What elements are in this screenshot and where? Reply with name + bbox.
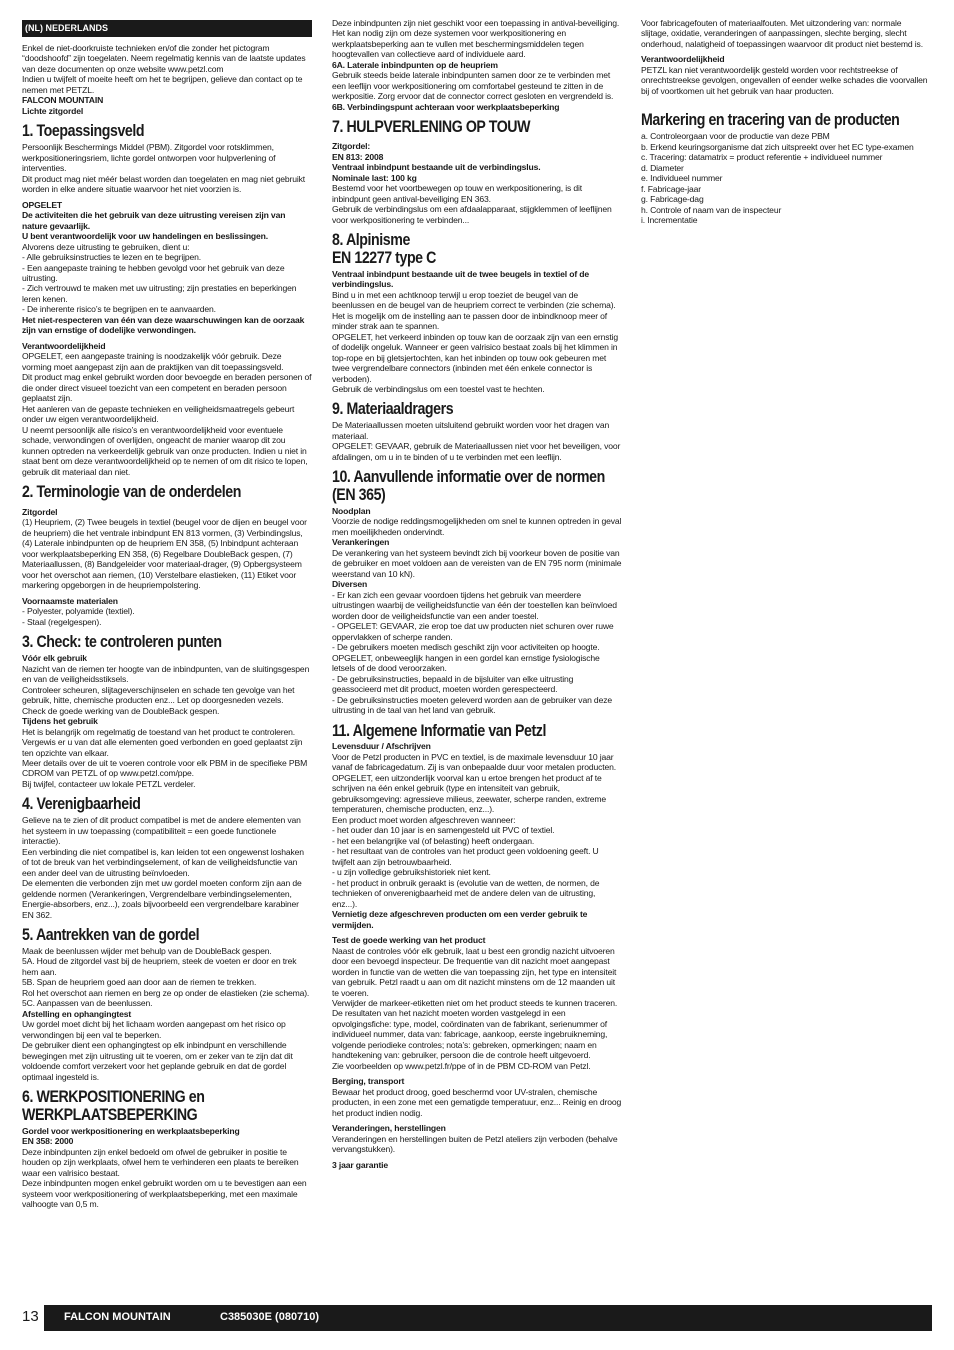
- subheading: Gordel voor werkpositionering en werkplaatsbeperking: [22, 1125, 240, 1136]
- list-item: g. Fabricage-dag: [641, 194, 704, 205]
- warning-text: Het niet-respecteren van één van deze waarschuwingen kan de oorzaak zijn van ernstige of dodelijke verwondingen.: [22, 314, 305, 336]
- paragraph: Maak de beenlussen wijder met behulp van de DoubleBack gespen.: [22, 945, 272, 956]
- subheading: 6B. Verbindingspunt achteraan voor werkplaatsbeperking: [332, 101, 560, 112]
- section-title: 4. Verenigbaarheid: [22, 795, 141, 814]
- paragraph: Zie voorbeelden op www.petzl.fr/ppe of in de PBM CD-ROM van Petzl.: [332, 1060, 591, 1071]
- paragraph: Deze inbindpunten mogen enkel gebruikt worden om u te bevestigen aan een systeem voor werkpositionering of werkplaatsbeperking, met een maximale valhoogte van 0,5 m.: [22, 1178, 307, 1210]
- paragraph: Gebruik steeds beide laterale inbindpunten samen door ze te verbinden met een leeflijn voor werkpositionering om comfortabel gesteund te zitten in de werkpositie. Zorg ervoor dat de connector correct gesloten en vergrendeld is.: [332, 70, 614, 102]
- product-name: FALCON MOUNTAIN: [22, 95, 104, 106]
- subheading: Afstelling en ophangingtest: [22, 1008, 132, 1019]
- paragraph: Rol het overschot aan riemen en berg ze op onder de elastieken (zie schema).: [22, 987, 310, 998]
- list-item: a. Controleorgaan voor de productie van deze PBM: [641, 131, 830, 142]
- warning-text: De activiteiten die het gebruik van deze uitrusting vereisen zijn van nature gevaarlijk.: [22, 210, 286, 231]
- paragraph: OPGELET, een aangepaste training is noodzakelijk vóór gebruik. Deze vorming moet aangepast zijn aan de praktijken van dit toepassingsveld.: [22, 351, 284, 372]
- paragraph: Voor fabricagefouten of materiaalfouten. Met uitzondering van: normale slijtage, oxidatie, veranderingen of aanpassingen, slechte berging, slecht onderhoud, nalatigheid of toepassingen waarvoor dit product niet bestemd is.: [641, 18, 923, 49]
- paragraph: Voorzie de nodige reddingsmogelijkheden om snel te kunnen optreden in geval men moeilijkheden ondervindt.: [332, 516, 622, 537]
- list-item: - De gebruiksinstructies moeten geleverd worden aan de gebruiker van deze uitrusting in de taal van het land van gebruik.: [332, 694, 612, 716]
- section-title: 11. Algemene Informatie van Petzl: [332, 721, 546, 740]
- section-title: 5. Aantrekken van de gordel: [22, 926, 200, 945]
- subheading: Verantwoordelijkheid: [641, 54, 725, 65]
- list-item: e. Individueel nummer: [641, 173, 723, 184]
- list-item: - het resultaat van de controles van het product geen voldoening geeft. U twijfelt aan zijn betrouwbaarheid.: [332, 846, 599, 867]
- section-title: [332, 469, 624, 505]
- paragraph: Check de goede werking van de DoubleBack gespen.: [22, 705, 220, 716]
- list-item: - Een aangepaste training te hebben gevolgd voor het gebruik van deze uitrusting.: [22, 262, 285, 283]
- paragraph: Gebruik de verbindingslus om een afdaalapparaat, stijgklemmen of leeflijnen voor werkpositionering te verbinden...: [332, 204, 612, 225]
- list-item: - het ouder dan 10 jaar is en samengesteld uit PVC of textiel.: [332, 825, 555, 836]
- paragraph: U neemt persoonlijk alle risico’s en verantwoordelijkheid voor eventuele schade, verwondingen of overlijden, ongeacht de manier waarop dit zou kunnen optreden na verkeerdelijk gebruik van onze producten. Indien u niet in staat bent om deze verantwoordelijkheid op te nemen of om dit risico te lopen, gebruik dit materiaal dan niet.: [22, 424, 308, 477]
- list-item: c. Tracering: datamatrix = product referentie + individueel nummer: [641, 152, 883, 163]
- warning-text: Vernietig deze afgeschreven producten om een verder gebruik te vermijden.: [332, 909, 588, 930]
- subheading: Ventraal inbindpunt bestaande uit de twee beugels in textiel of de verbindingslus.: [332, 268, 590, 290]
- paragraph: Bestemd voor het voortbewegen op touw en werkpositionering, is dit inbindpunt geen antival-beveiliging EN 363.: [332, 183, 582, 204]
- paragraph: Nazicht van de riemen ter hoogte van de inbindpunten, van de sluitingsgespen en van de veiligheidsstiksels.: [22, 663, 310, 685]
- paragraph: 5B. Span de heupriem goed aan door aan de riemen te trekken.: [22, 977, 257, 988]
- subheading: Zitgordel:: [332, 141, 371, 152]
- paragraph: Meer details over de uit te voeren controle voor elk PBM in de specifieke PBM CDROM van PETZL of op www.petzl.com/ppe.: [22, 757, 308, 779]
- section-title: [332, 232, 624, 268]
- section-title: 1. Toepassingsveld: [22, 122, 145, 141]
- subheading: Ventraal inbindpunt bestaande uit de verbindingslus.: [332, 162, 541, 173]
- list-item: b. Erkend keuringsorganisme dat zich uitspreekt over het EC type-examen: [641, 141, 914, 152]
- section-title: Markering en tracering van de producten: [641, 111, 900, 130]
- paragraph: Voor de Petzl producten in PVC en textiel, is de maximale levensduur 10 jaar vanaf de fabricagedatum. Zij is van onbepaalde duur voor metalen producten.: [332, 751, 616, 773]
- paragraph: Verwijder de markeer-etiketten niet om het product steeds te kunnen traceren.: [332, 997, 618, 1008]
- section-title: 7. HULPVERLENING OP TOUW: [332, 118, 531, 137]
- paragraph: 5C. Aanpassen van de beenlussen.: [22, 998, 153, 1009]
- subheading: Tijdens het gebruik: [22, 716, 98, 727]
- subheading: Berging, transport: [332, 1076, 405, 1087]
- paragraph: PETZL kan niet verantwoordelijk gesteld worden voor rechtstreekse of onrechtstreekse gevolgen, ongevallen of eender welke schades die voorvallen bij of voortkomen uit het gebruik van haar producten.: [641, 64, 928, 96]
- page-footer: [22, 1305, 932, 1331]
- section-title-line: 8. Alpinisme: [332, 231, 410, 250]
- paragraph: De Materiaallussen moeten uitsluitend gebruikt worden voor het dragen van materiaal.: [332, 420, 610, 441]
- list-item: - Er kan zich een gevaar voordoen tijdens het gebruik van meerdere uitrustingen waarbij de veiligheidsfunctie van één der toestellen kan beïnvloed worden door de veiligheidsfunctie van een ander toestel.: [332, 589, 617, 621]
- list-item: - u zijn volledige gebruikshistoriek niet kent.: [332, 867, 491, 878]
- subheading: Verantwoordelijkheid: [22, 340, 106, 351]
- paragraph: De gebruiker dient een ophangingtest op elk inbindpunt en verschillende bewegingen met zijn uitrusting uit te voeren, om er zeker van te zijn dat dit voldoende comfort verzekert voor het geplande gebruik en dat de gordel optimaal ingesteld is.: [22, 1040, 293, 1082]
- section-title: 3. Check: te controleren punten: [22, 633, 222, 652]
- paragraph: (1) Heupriem, (2) Twee beugels in textiel (beugel voor de dijen en beugel voor de heupriem) die het ventrale inbindpunt EN 813 vormen, (3) Verbindingslus, (4) Laterale inbindpunten op de heupriem EN 358, (5) Inbindpunt achteraan voor werkplaatsbeperking EN 358, (6) Regelbare DoubleBack gespen, (7) Materiaallussen, (8) Bandgeleider voor materiaal-drager, (9) Opbergsysteem voor het overschot aan riemen, (10) Verstelbare elastieken, (11) Etiket voor markering opgeborgen in de heupriempolstering.: [22, 517, 307, 591]
- column-right: [641, 18, 931, 226]
- paragraph: Gelieve na te zien of dit product compatibel is met de andere elementen van het systeem in uw toepassing (compatibiliteit = een goede functionele interactie).: [22, 815, 301, 847]
- list-item: - Polyester, polyamide (textiel).: [22, 606, 135, 617]
- paragraph: Dit product mag niet méér belast worden dan toegelaten en mag niet gebruikt worden in elke andere situatie waarvoor het niet voorzien is.: [22, 173, 306, 195]
- language-header: (NL) NEDERLANDS: [22, 20, 312, 37]
- subheading: Diversen: [332, 579, 368, 590]
- paragraph: Bij twijfel, contacteer uw lokale PETZL verdeler.: [22, 778, 196, 789]
- paragraph: Het is belangrijk om regelmatig de toestand van het product te controleren. Vergewis er u van dat alle elementen goed verbonden en goed geplaatst zijn ten opzichte van elkaar.: [22, 726, 303, 758]
- paragraph: Deze inbindpunten zijn niet geschikt voor een toepassing in antival-beveiliging. Het kan nodig zijn om deze systemen voor werkpositionering en werkplaatsbeperking aan te vullen met beschermingsmiddelen tegen hoogtevallen van collectieve aard of individuele aard.: [332, 18, 620, 60]
- product-type: Lichte zitgordel: [22, 105, 84, 116]
- subheading: Zitgordel: [22, 507, 58, 517]
- paragraph: Dit product mag enkel gebruikt worden door bevoegde en beraden personen of die onder direct visueel toezicht van een competent en beraden persoon geplaatst zijn.: [22, 372, 312, 404]
- paragraph: Controleer scheuren, slijtageverschijnselen en schade ten gevolge van het gebruik, hitte, chemische producten enz... Let op doorgesneden vezels.: [22, 684, 295, 706]
- paragraph: OPGELET, het verkeerd inbinden op touw kan de oorzaak zijn van een ernstig of dodelijk ongeluk. Wanneer er geen valrisico bestaat zoals bij het klimmen in top-rope en bij gletsjertochten, kan het inbinden op touw ook gebeuren met twee vergrendelbare connectors (inbinden met één enkele connector is verboden).: [332, 331, 619, 384]
- list-item: i. Incrementatie: [641, 215, 698, 226]
- section-title-line: 6. WERKPOSITIONERING en: [22, 1088, 205, 1107]
- paragraph: De resultaten van het nazicht moeten worden vastgelegd in een opvolgingsfiche: type, model, coördinaten van de fabrikant, serienummer of individueel nummer, data van: fabricage, aankoop, eerste ingebruikneming, volgende periodieke controles; nota’s: gebreken, opmerkingen; naam en handtekening van: gebruiker, persoon die de controle heeft uitgevoerd.: [332, 1008, 608, 1061]
- list-item: - Staal (regelgespen).: [22, 616, 102, 627]
- page-number: 13: [22, 1308, 39, 1325]
- section-title-line: (EN 365): [332, 486, 386, 505]
- subheading: EN 813: 2008: [332, 151, 384, 162]
- subheading: Noodplan: [332, 505, 371, 516]
- paragraph: Naast de controles vóór elk gebruik, laat u best een grondig nazicht uitvoeren door een bevoegd inspecteur. De frequentie van dit nazicht moet aangepast worden in functie van de wetten die van toepassing zijn, het type en intensiteit van gebruik. Petzl raadt u aan om dit nazicht minstens om de 12 maanden uit te voeren.: [332, 945, 617, 998]
- paragraph: Veranderingen en herstellingen buiten de Petzl ateliers zijn verboden (behalve vervangstukken).: [332, 1133, 618, 1155]
- paragraph: Bewaar het product droog, goed beschermd voor UV-stralen, chemische producten, in een zone met een gematigde temperatuur, enz... Reinig en droog het product indien nodig.: [332, 1086, 622, 1118]
- paragraph: De elementen die verbonden zijn met uw gordel moeten conform zijn aan de geldende normen (Verankeringen, Vergrendelbare verbindingselementen, Energie-absorbers, enz...), zoals bijvoorbeeld een vergrendelbare karabiner EN 362.: [22, 878, 302, 920]
- paragraph: Uw gordel moet dicht bij het lichaam worden aangepast om het risico op verwondingen bij een val te beperken.: [22, 1019, 286, 1040]
- intro-text: Enkel de niet-doorkruiste technieken en/of die zonder het pictogram “doodshoofd” zijn toegelaten. Neem regelmatig kennis van de laatste updates van deze documenten op onze website www.petzl.com: [22, 42, 306, 74]
- footer-product: FALCON MOUNTAIN: [64, 1311, 171, 1323]
- section-title-line: 10. Aanvullende informatie over de normen: [332, 468, 605, 487]
- subheading: EN 358: 2000: [22, 1136, 74, 1147]
- footer-doc-ref: C385030E (080710): [220, 1311, 320, 1323]
- column-middle: [332, 18, 622, 1170]
- paragraph: Een product moet worden afgeschreven wanneer:: [332, 814, 516, 825]
- paragraph: Een verbinding die niet compatibel is, kan leiden tot een ongewenst loshaken of tot de breuk van het verbindingselement, of kan de veiligheidsfunctie van een ander deel van de uitrusting beïnvloeden.: [22, 846, 304, 878]
- subheading: Vóór elk gebruik: [22, 653, 87, 664]
- section-title-line: EN 12277 type C: [332, 248, 436, 267]
- paragraph: Alvorens deze uitrusting te gebruiken, dient u:: [22, 241, 190, 252]
- warning-text: U bent verantwoordelijk voor uw handelingen en beslissingen.: [22, 231, 268, 242]
- section-title: [22, 1089, 314, 1125]
- subheading: Test de goede werking van het product: [332, 935, 486, 946]
- list-item: h. Controle of naam van de inspecteur: [641, 204, 782, 215]
- paragraph: De verankering van het systeem bevindt zich bij voorkeur boven de positie van de gebruiker en moet voldoen aan de vereisten van de EN 795 norm (minimale weerstand van 10 kN).: [332, 547, 622, 579]
- paragraph: OPGELET, een uitzonderlijk voorval kan u ertoe brengen het product af te schrijven na één enkel gebruik (type en intensiteit van gebruik, gebruiksomgeving: agressieve milieus, zeewater, scherpe randen, extreme temperaturen, chemische producten, enz...).: [332, 772, 607, 815]
- list-item: d. Diameter: [641, 162, 684, 173]
- subheading: OPGELET: [22, 199, 63, 210]
- paragraph: Bind u in met een achtknoop terwijl u erop toeziet de beugel van de beenlussen en de beugel van de heupriem correct te verbinden (zie schema).: [332, 289, 616, 311]
- subheading: Verankeringen: [332, 537, 390, 548]
- paragraph: Persoonlijk Beschermings Middel (PBM). Zitgordel voor rotsklimmen, werkpositioneringsriem, lichte gordel ontworpen voor hulpverlening of interventies.: [22, 142, 276, 174]
- list-item: - OPGELET: GEVAAR, zie erop toe dat uw producten niet schuren over ruwe oppervlakken of scherpe randen.: [332, 621, 614, 642]
- subheading: Voornaamste materialen: [22, 595, 118, 606]
- list-item: - het een belangrijke val (of belasting) heeft ondergaan.: [332, 835, 535, 846]
- paragraph: OPGELET: GEVAAR, gebruik de Materiaallussen niet voor het beveiligen, voor afdalingen, om u in te binden of u te verbinden met een leeflijn.: [332, 441, 621, 462]
- list-item: f. Fabricage-jaar: [641, 183, 702, 194]
- footer-bar: [44, 1305, 932, 1331]
- paragraph: 5A. Houd de zitgordel vast bij de heupriem, steek de voeten er door en trek hem aan.: [22, 956, 297, 977]
- list-item: - De gebruikers moeten medisch geschikt zijn voor activiteiten op hoogte. OPGELET, onbeweeglijk hangen in een gordel kan ernstige fysiologische letsels of de dood veroorzaken.: [332, 642, 600, 674]
- list-item: - het product in onbruik geraakt is (evolutie van de wetten, de normen, de technieken of onverenigbaarheid met de andere delen van de uitrusting, enz...).: [332, 877, 600, 909]
- subheading: Veranderingen, herstellingen: [332, 1123, 446, 1134]
- subheading: Levensduur / Afschrijven: [332, 741, 431, 752]
- paragraph: Gebruik de verbindingslus om een toestel vast te hechten.: [332, 384, 545, 394]
- section-title-line: WERKPLAATSBEPERKING: [22, 1106, 198, 1125]
- intro-text: Indien u twijfelt of moeite heeft om het te begrijpen, gelieve dan contact op te nemen met PETZL.: [22, 74, 303, 95]
- list-item: - De gebruiksinstructies, bepaald in de bijsluiter van elke uitrusting geassocieerd met dit product, moeten worden gerespecteerd.: [332, 673, 574, 695]
- paragraph: Het is mogelijk om de instelling aan te passen door de inbindknoop meer of minder strak aan te spannen.: [332, 310, 608, 332]
- list-item: - Alle gebruiksinstructies te lezen en te begrijpen.: [22, 252, 201, 263]
- section-title: 9. Materiaaldragers: [332, 400, 454, 419]
- column-left: [22, 20, 312, 1210]
- subheading: 6A. Laterale inbindpunten op de heupriem: [332, 59, 498, 70]
- subheading: Nominale last: 100 kg: [332, 172, 417, 183]
- paragraph: Deze inbindpunten zijn enkel bedoeld om ofwel de gebruiker in positie te houden op zijn werkplaats, ofwel hem te verhinderen een plaats te bereiken waar een valrisico bestaat.: [22, 1146, 299, 1178]
- list-item: - Zich vertrouwd te maken met uw uitrusting; zijn prestaties en beperkingen leren kenen.: [22, 283, 297, 304]
- paragraph: Het aanleren van de gepaste technieken en veiligheidsmaatregels gebeurt onder uw eigen verantwoordelijkheid.: [22, 403, 295, 425]
- section-title: 2. Terminologie van de onderdelen: [22, 483, 241, 502]
- subheading: 3 jaar garantie: [332, 1159, 389, 1170]
- list-item: - De inherente risico’s te begrijpen en te aanvaarden.: [22, 304, 216, 315]
